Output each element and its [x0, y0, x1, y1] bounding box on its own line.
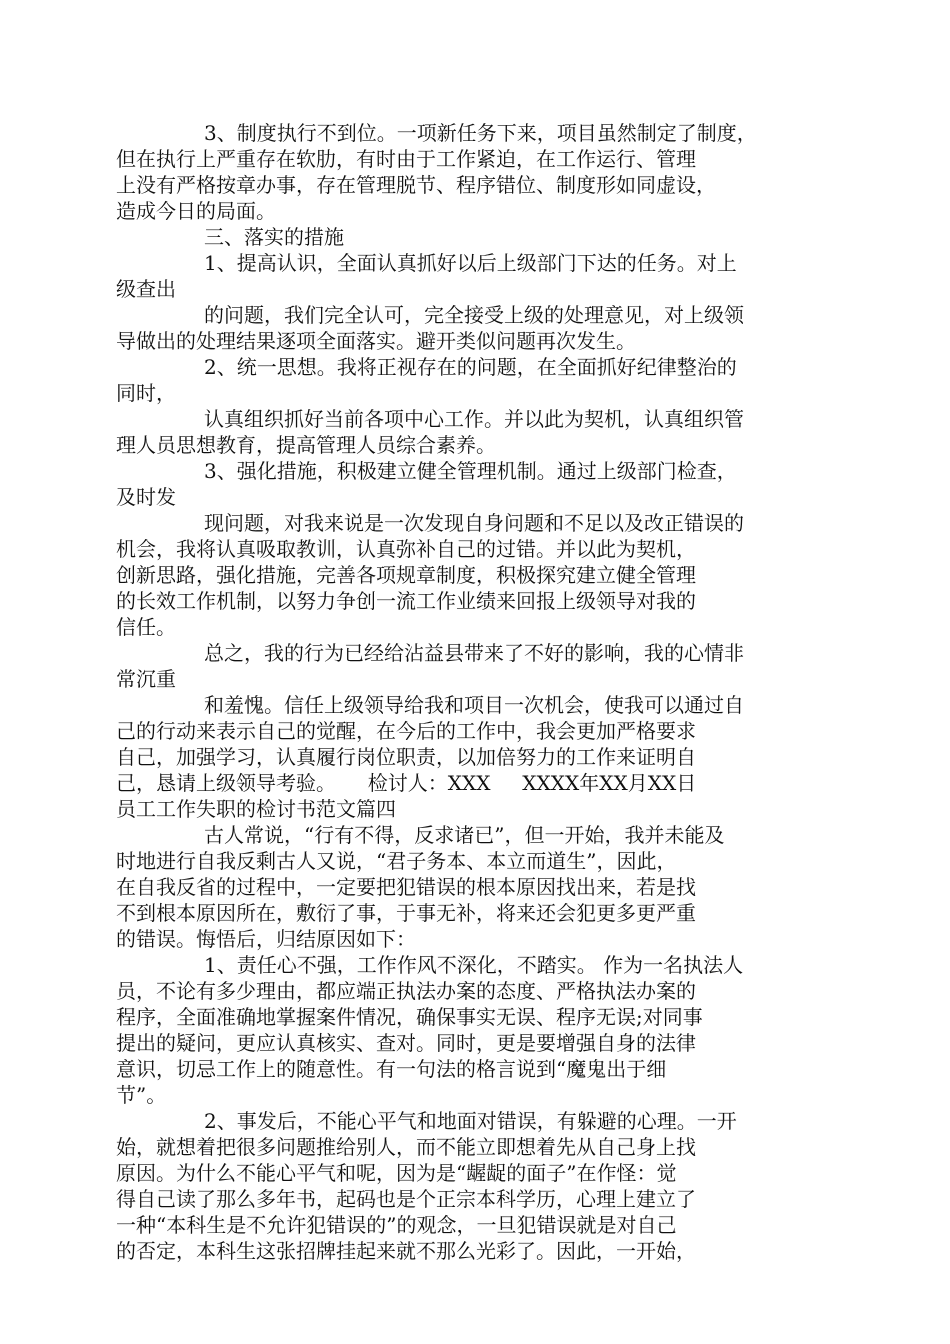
text-line: 常沉重 [116, 667, 176, 691]
text-line: 级查出 [116, 277, 176, 301]
text-line: 同时， [116, 381, 176, 405]
text-line: 一种“本科生是不允许犯错误的”的观念，一旦犯错误就是对自己 [116, 1213, 677, 1237]
text-line: 现问题，对我来说是一次发现自身问题和不足以及改正错误的 [204, 511, 744, 535]
text-line: 总之，我的行为已经给沾益县带来了不好的影响，我的心情非 [204, 641, 744, 665]
text-line: 及时发 [116, 485, 176, 509]
text-line: 机会，我将认真吸取教训，认真弥补自己的过错。并以此为契机， [116, 537, 696, 561]
text-line: 程序，全面准确地掌握案件情况，确保事实无误、程序无误;对同事 [116, 1005, 703, 1029]
text-line: 在自我反省的过程中，一定要把犯错误的根本原因找出来，若是找 [116, 875, 696, 899]
text-line: 原因。为什么不能心平气和呢，因为是“龌龊的面子”在作怪：觉 [116, 1161, 677, 1185]
text-line: 意识，切忌工作上的随意性。有一句法的格言说到“魔鬼出于细 [116, 1057, 667, 1081]
text-line: 信任。 [116, 615, 176, 639]
text-line: 3、强化措施，积极建立健全管理机制。通过上级部门检查， [204, 459, 737, 483]
text-line: 和羞愧。信任上级领导给我和项目一次机会，使我可以通过自 [204, 693, 744, 717]
text-line: 1、提高认识，全面认真抓好以后上级部门下达的任务。对上 [204, 251, 737, 275]
text-line: 节”。 [116, 1083, 167, 1107]
text-line: 造成今日的局面。 [116, 199, 276, 223]
text-line: 己，恳请上级领导考验。 检讨人：XXX XXXX年XX月XX日 [116, 771, 697, 795]
text-line: 理人员思想教育，提高管理人员综合素养。 [116, 433, 496, 457]
text-line: 上没有严格按章办事，存在管理脱节、程序错位、制度形如同虚设， [116, 173, 716, 197]
text-line: 员，不论有多少理由，都应端正执法办案的态度、严格执法办案的 [116, 979, 696, 1003]
text-line: 不到根本原因所在，敷衍了事，于事无补，将来还会犯更多更严重 [116, 901, 696, 925]
text-line: 1、责任心不强，工作作风不深化，不踏实。 作为一名执法人 [204, 953, 744, 977]
text-line: 2、事发后，不能心平气和地面对错误，有躲避的心理。一开 [204, 1109, 737, 1133]
text-line: 2、统一思想。我将正视存在的问题，在全面抓好纪律整治的 [204, 355, 737, 379]
text-line: 三、落实的措施 [204, 225, 344, 249]
text-line: 己的行动来表示自己的觉醒，在今后的工作中，我会更加严格要求 [116, 719, 696, 743]
text-line: 员工工作失职的检讨书范文篇四 [116, 797, 396, 821]
text-line: 提出的疑问，更应认真核实、查对。同时，更是要增强自身的法律 [116, 1031, 696, 1055]
text-line: 古人常说，“行有不得，反求诸已”，但一开始，我并未能及 [204, 823, 725, 847]
document-page [116, 120, 836, 1264]
text-line: 自己，加强学习，认真履行岗位职责，以加倍努力的工作来证明自 [116, 745, 696, 769]
text-line: 认真组织抓好当前各项中心工作。并以此为契机，认真组织管 [204, 407, 744, 431]
text-line: 的长效工作机制，以努力争创一流工作业绩来回报上级领导对我的 [116, 589, 696, 613]
text-line: 的错误。悔悟后，归结原因如下： [116, 927, 416, 951]
text-line: 但在执行上严重存在软肋，有时由于工作紧迫，在工作运行、管理 [116, 147, 696, 171]
text-line: 的问题，我们完全认可，完全接受上级的处理意见，对上级领 [204, 303, 744, 327]
text-line: 得自己读了那么多年书，起码也是个正宗本科学历，心理上建立了 [116, 1187, 696, 1211]
text-line: 创新思路，强化措施，完善各项规章制度，积极探究建立健全管理 [116, 563, 696, 587]
text-line: 时地进行自我反剩古人又说，“君子务本、本立而道生”，因此， [116, 849, 677, 873]
text-line: 3、制度执行不到位。一项新任务下来，项目虽然制定了制度， [204, 121, 757, 145]
text-line: 始，就想着把很多问题推给别人，而不能立即想着先从自己身上找 [116, 1135, 696, 1159]
text-line: 导做出的处理结果逐项全面落实。避开类似问题再次发生。 [116, 329, 636, 353]
text-line: 的否定，本科生这张招牌挂起来就不那么光彩了。因此，一开始， [116, 1239, 696, 1263]
